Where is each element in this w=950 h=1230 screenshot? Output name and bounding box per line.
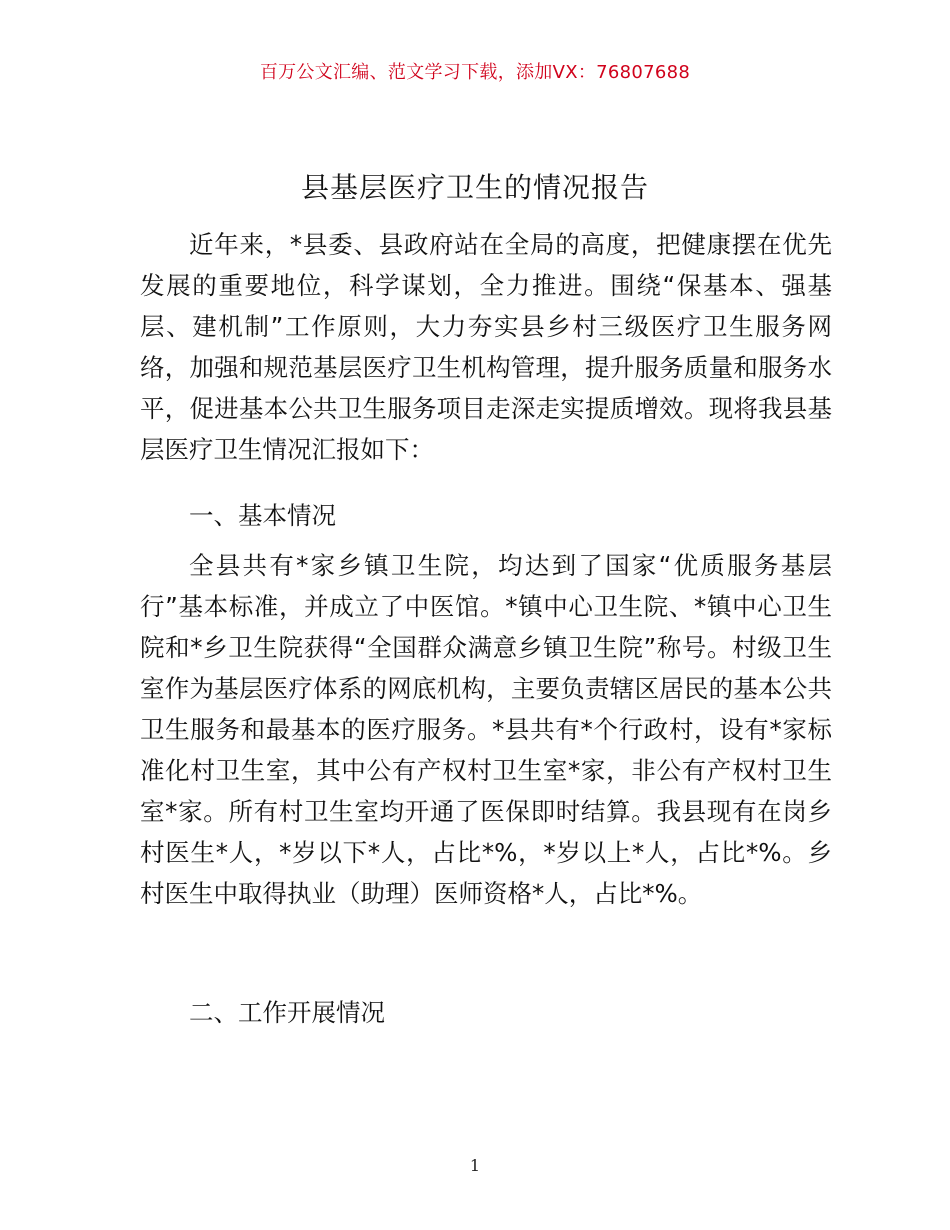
- basic-situation-paragraph: 全县共有*家乡镇卫生院，均达到了国家“优质服务基层行”基本标准，并成立了中医馆。*镇中心卫生院、*镇中心卫生院和*乡卫生院获得“全国群众满意乡镇卫生院”称号。村级卫生室作为基层医疗体系的网底机构，主要负责辖区居民的基本公共卫生服务和最基本的医疗服务。*县共有*个行政村，设有*家标准化村卫生室，其中公有产权村卫生室*家，非公有产权村卫生室*家。所有村卫生室均开通了医保即时结算。我县现有在岗乡村医生*人，*岁以下*人，占比*%，*岁以上*人，占比*%。乡村医生中取得执业（助理）医师资格*人，占比*%。: [140, 551, 832, 908]
- section-heading-work-progress: 二、工作开展情况: [189, 998, 385, 1027]
- document-title: 县基层医疗卫生的情况报告: [300, 171, 649, 204]
- header-watermark-note: 百万公文汇编、范文学习下载，添加VX：76807688: [259, 62, 691, 83]
- intro-paragraph: 近年来，*县委、县政府站在全局的高度，把健康摆在优先发展的重要地位，科学谋划，全力推进。围绕“保基本、强基层、建机制”工作原则，大力夯实县乡村三级医疗卫生服务网络，加强和规范基层医疗卫生机构管理，提升服务质量和服务水平，促进基本公共卫生服务项目走深走实提质增效。现将我县基层医疗卫生情况汇报如下：: [140, 230, 832, 464]
- page-number: 1: [469, 1156, 481, 1175]
- section-heading-basic-situation: 一、基本情况: [189, 501, 336, 530]
